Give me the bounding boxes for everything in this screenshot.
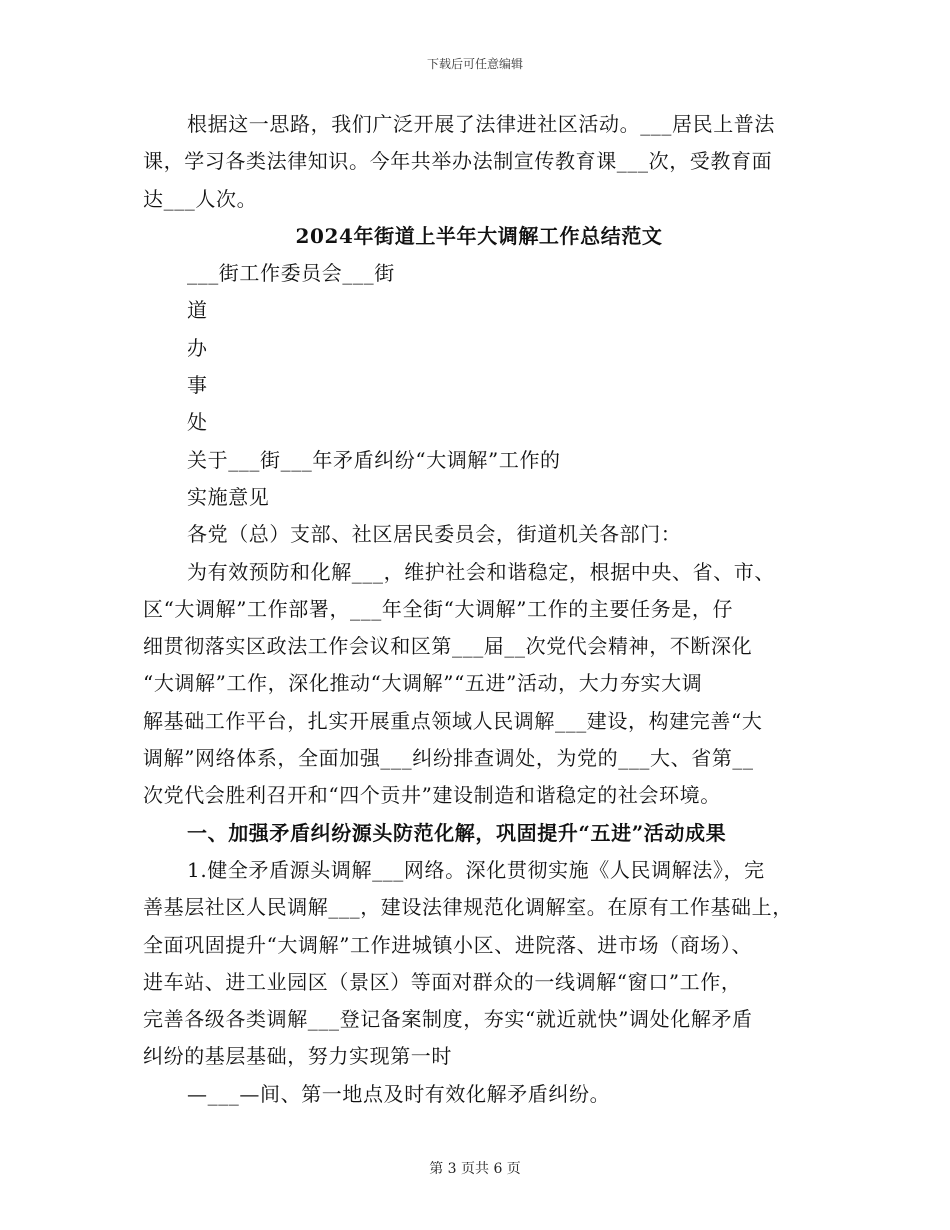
document-body <box>143 106 815 1113</box>
text-line: 1.健全矛盾源头调解___网络。深化贯彻实施《人民调解法》，完 <box>187 857 765 882</box>
text-line: 实施意见 <box>187 484 270 509</box>
text-line: 关于___街___年矛盾纠纷“大调解”工作的 <box>187 447 561 472</box>
text-line: 进车站、进工业园区（景区）等面对群众的一线调解“窗口”工作， <box>143 969 742 994</box>
text-line: 道 <box>187 298 208 323</box>
text-line: ___街工作委员会___街 <box>187 261 395 286</box>
text-line: 办 <box>187 335 208 360</box>
text-line: 区“大调解”工作部署，___年全街“大调解”工作的主要任务是，仔 <box>143 596 734 621</box>
text-line: 根据这一思路，我们广泛开展了法律进社区活动。___居民上普法 <box>187 112 775 136</box>
page-footer: 第 3 页共 6 页 <box>429 1161 521 1177</box>
text-line: 细贯彻落实区政法工作会议和区第___届__次党代会精神，不断深化 <box>143 634 753 659</box>
text-line: 纠纷的基层基础，努力实现第一时 <box>143 1044 452 1069</box>
text-line: 各党（总）支部、社区居民委员会，街道机关各部门： <box>187 522 682 547</box>
text-line: 调解”网络体系，全面加强___纠纷排查调处，为党的___大、省第__ <box>143 746 754 771</box>
text-line: 一、加强矛盾纠纷源头防范化解，巩固提升“五进”活动成果 <box>187 820 727 845</box>
text-line: 次党代会胜利召开和“四个贡井”建设制造和谐稳定的社会环境。 <box>143 783 721 808</box>
text-line: 完善各级各类调解___登记备案制度，夯实“就近就快”调处化解矛盾 <box>143 1007 753 1032</box>
text-line: 处 <box>187 410 208 435</box>
text-line: 解基础工作平台，扎实开展重点领域人民调解___建设，构建完善“大 <box>143 708 763 733</box>
text-line: 2024年街道上半年大调解工作总结范文 <box>295 223 663 248</box>
text-line: 事 <box>187 373 208 398</box>
text-line: “大调解”工作，深化推动“大调解”“五进”活动，大力夯实大调 <box>143 671 703 696</box>
text-line: 课，学习各类法律知识。今年共举办法制宣传教育课___次，受教育面 <box>143 149 773 174</box>
page-header: 下载后可任意编辑 <box>426 57 523 71</box>
text-line: 善基层社区人民调解___，建设法律规范化调解室。在原有工作基础上， <box>143 895 793 920</box>
text-line: —___—间、第一地点及时有效化解矛盾纠纷。 <box>187 1081 611 1106</box>
text-line: 为有效预防和化解___，维护社会和谐稳定，根据中央、省、市、 <box>187 559 775 584</box>
text-line: 达___人次。 <box>143 186 258 211</box>
text-line: 全面巩固提升“大调解”工作进城镇小区、进院落、进市场（商场）、 <box>143 932 753 957</box>
